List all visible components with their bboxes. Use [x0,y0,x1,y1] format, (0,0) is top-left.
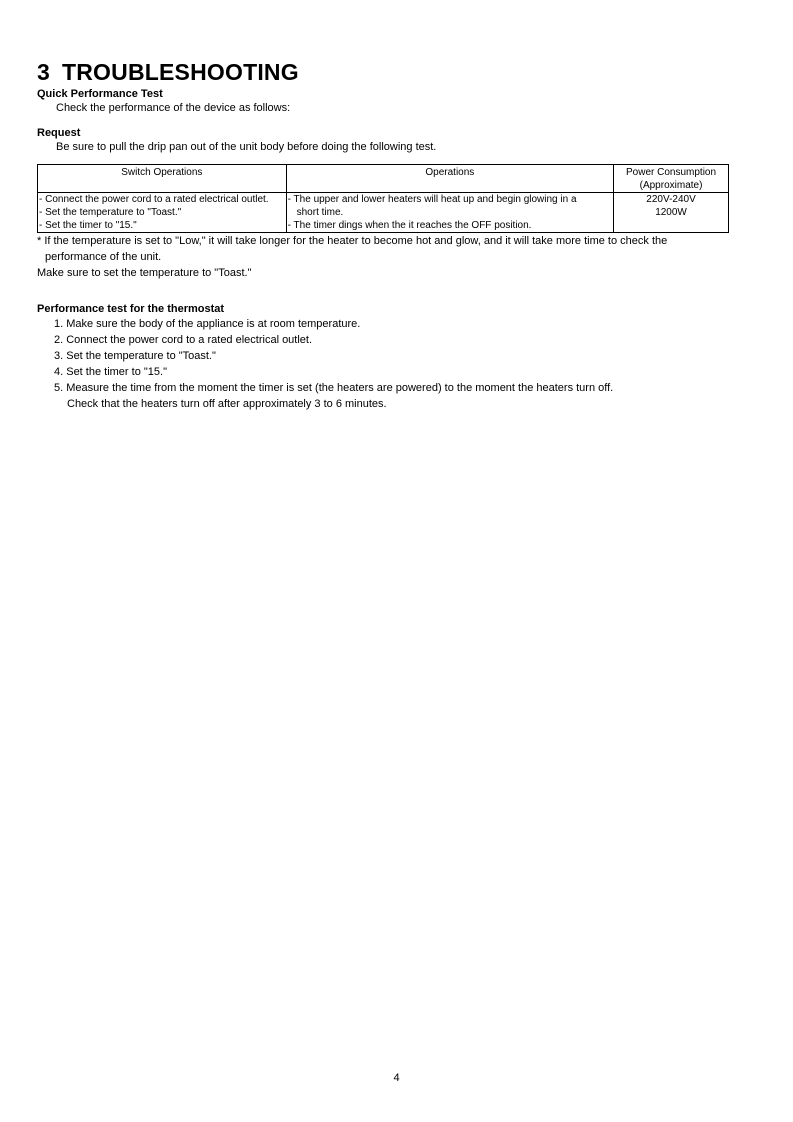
operation-2: - The timer dings when the it reaches the OFF position. [287,220,532,231]
quick-test-text: Check the performance of the device as follows: [56,102,291,114]
list-item: 2. Connect the power cord to a rated electrical outlet. [54,334,313,346]
section-heading: TROUBLESHOOTING [62,59,299,85]
header-operations: Operations [286,165,613,193]
header-switch-operations: Switch Operations [38,165,287,193]
switch-op-2: - Set the temperature to "Toast." [39,207,182,218]
document-page [37,58,729,412]
table-header-row [38,165,729,193]
list-item-continuation: Check that the heaters turn off after approximately 3 to 6 minutes. [67,398,387,410]
switch-op-1: - Connect the power cord to a rated electrical outlet. [39,194,269,205]
header-power-consumption [614,165,729,193]
page-number: 4 [393,1072,400,1084]
switch-op-3: - Set the timer to "15." [39,220,137,231]
power-cell [614,193,729,233]
request-text: Be sure to pull the drip pan out of the unit body before doing the following test. [56,141,437,153]
list-item: 1. Make sure the body of the appliance is at room temperature. [54,318,361,330]
quick-test-heading: Quick Performance Test [37,88,163,100]
power-wattage: 1200W [655,207,687,218]
list-item: 3. Set the temperature to "Toast." [54,350,216,362]
section-title [37,58,729,86]
header-power-label: Power Consumption [626,167,717,178]
note-line-3: Make sure to set the temperature to "Toast." [37,267,252,279]
thermostat-heading: Performance test for the thermostat [37,303,225,315]
note-line-2: performance of the unit. [45,251,162,263]
table-row [38,193,729,233]
performance-table [37,164,729,233]
header-power-approx: (Approximate) [639,180,703,191]
note-line-1: * If the temperature is set to "Low," it will take longer for the heater to become hot and glow, and it will take more time to check the [37,235,668,247]
thermostat-steps [37,316,729,412]
operation-1: - The upper and lower heaters will heat up and begin glowing in a [287,194,577,205]
list-item: 4. Set the timer to "15." [54,366,167,378]
operation-1-cont: short time. [296,207,344,218]
switch-operations-cell [38,193,287,233]
power-voltage: 220V-240V [646,194,696,205]
list-item: 5. Measure the time from the moment the timer is set (the heaters are powered) to the moment the heaters turn off. [54,382,614,394]
section-number: 3 [37,59,50,85]
request-heading: Request [37,127,81,139]
operations-cell [286,193,613,233]
